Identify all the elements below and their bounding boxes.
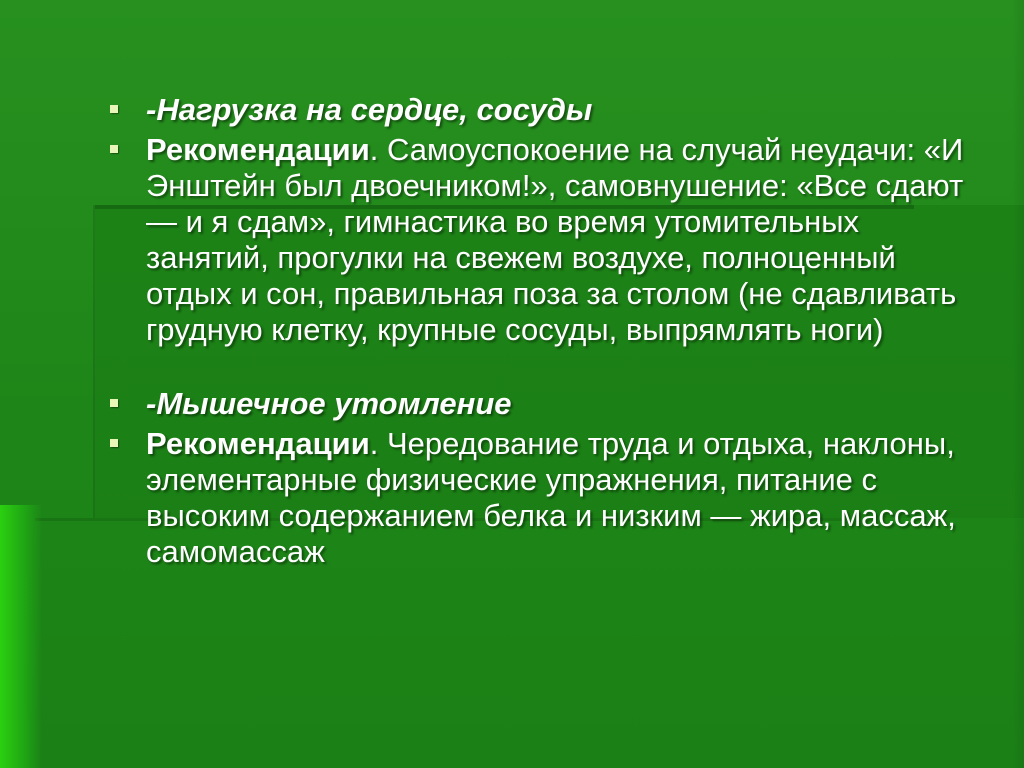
- recommendation-text: . Чередование труда и отдыха, наклоны, элементарные физические упражнения, питание с высоким содержанием белка и низким — жира, массаж, самомассаж: [146, 426, 956, 569]
- background-edge-glow: [0, 505, 42, 768]
- slide-content: [100, 92, 980, 574]
- bullet-muscle-recommendations: [100, 426, 980, 570]
- recommendation-label: Рекомендации: [146, 132, 370, 167]
- bullet-heart-recommendations: [100, 132, 980, 348]
- square-bullet-icon: [110, 439, 118, 447]
- square-bullet-icon: [110, 145, 118, 153]
- square-bullet-icon: [110, 105, 118, 113]
- bullet-heart-load: [100, 92, 980, 128]
- section-heading: -Нагрузка на сердце, сосуды: [146, 92, 593, 127]
- bullet-list: [100, 92, 980, 570]
- section-heading: -Мышечное утомление: [146, 386, 512, 421]
- bullet-muscle-fatigue: [100, 386, 980, 422]
- background-edge-right: [1012, 0, 1024, 768]
- square-bullet-icon: [110, 399, 118, 407]
- recommendation-label: Рекомендации: [146, 426, 370, 461]
- recommendation-text: . Самоуспокоение на случай неудачи: «И Энштейн был двоечником!», самовнушение: «Все сдают — и я сдам», гимнастика во время утомительных занятий, прогулки на свежем воздухе, полноценный отдых и сон, правильная поза за столом (не сдавливать грудную клетку, крупные сосуды, выпрямлять ноги): [146, 132, 964, 347]
